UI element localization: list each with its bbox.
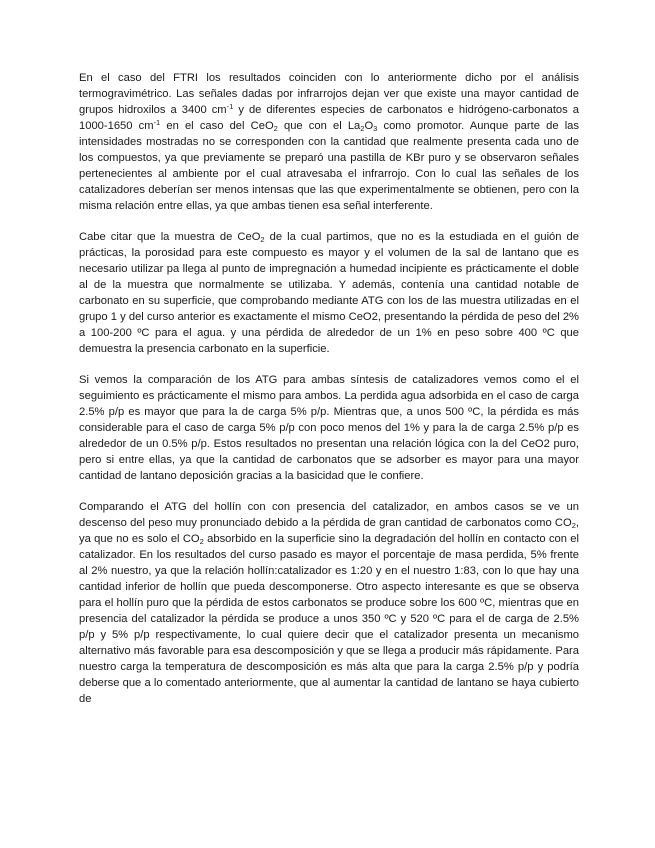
text-segment: Si vemos la comparación de los ATG para ambas síntesis de catalizadores vemos como el el seguimiento es prácticamente el mismo para ambos. La perdida agua adsorbida en el caso de carga 2.5% p/p es mayor que para la de carga 5% p/p. Mientras que, a unos 500 ºC, la pérdida es más considerable para el caso de carga 5% p/p con poco menos del 1% y para la de carga 2.5% p/p es alrededor de un 0.5% p/p. Estos resultados no presentan una relación lógica con la del CeO2 puro, pero si entre ellas, ya que la cantidad de carbonatos que se adsorber es mayor para una mayor cantidad de lantano deposición gracias a la basicidad que le confiere. [79, 374, 579, 482]
text-segment: , ya que no es solo el CO [79, 517, 579, 545]
subscript: 3 [373, 124, 378, 133]
text-segment: Comparando el ATG del hollín con con presencia del catalizador, en ambos casos se ve un descenso del peso muy pronunciado debido a la pérdida de gran cantidad de carbonatos como CO [79, 501, 579, 529]
text-segment: y de diferentes especies de carbonatos e hidrógeno-carbonatos a 1000-1650 cm [79, 104, 579, 132]
text-segment: O [364, 120, 374, 132]
superscript: -1 [226, 102, 234, 111]
text-segment: en el caso del CeO [160, 120, 274, 132]
subscript: 2 [360, 124, 365, 133]
document-body [79, 70, 579, 722]
subscript: 2 [571, 521, 576, 530]
text-segment: como promotor. Aunque parte de las intensidades mostradas no se corresponden con la cantidad que realmente presenta cada uno de los compuestos, ya que previamente se preparó una pastilla de KBr puro y se observaron señales pertenecientes al ambiente por el cual atravesaba el infrarrojo. Con lo cual las señales de los catalizadores deberían ser menos intensas que las que experimentalmente se obtienen, pero con la misma relación entre ellas, ya que ambas tienen esa señal interferente. [79, 120, 579, 212]
paragraph-4 [79, 499, 579, 707]
subscript: 2 [273, 124, 278, 133]
superscript: -1 [153, 118, 161, 127]
subscript: 2 [199, 537, 204, 546]
text-segment: En el caso del FTRI los resultados coinciden con lo anteriormente dicho por el análisis termogravimétrico. Las señales dadas por infrarrojos dejan ver que existe una mayor cantidad de grupos hidroxilos a 3400 cm [79, 72, 579, 116]
paragraph-2 [79, 229, 579, 357]
text-segment: que con el La [277, 120, 361, 132]
subscript: 2 [260, 235, 265, 244]
text-segment: de la cual partimos, que no es la estudiada en el guión de prácticas, la porosidad para este compuesto es mayor y el volumen de la sal de lantano que es necesario utilizar pa llega al punto de impregnación a humedad incipiente es prácticamente el doble al de la muestra que normalmente se utilizaba. Y además, contenía una cantidad notable de carbonato en su superficie, que comprobando mediante ATG con los de las muestra utilizadas en el grupo 1 y del curso anterior es exactamente el mismo CeO2, presentando la pérdida de peso del 2% a 100-200 ºC para el agua. y una pérdida de alrededor de un 1% en peso sobre 400 ºC que demuestra la presencia carbonato en la superficie. [79, 231, 579, 355]
paragraph-1 [79, 70, 579, 214]
paragraph-3 [79, 372, 579, 484]
text-segment: absorbido en la superficie sino la degradación del hollín en contacto con el catalizador. En los resultados del curso pasado es mayor el porcentaje de masa perdida, 5% frente al 2% nuestro, ya que la relación hollín:catalizador es 1:20 y en el nuestro 1:83, con lo que hay una cantidad inferior de hollín que pueda descomponerse. Otro aspecto interesante es que se observa para el hollín puro que la pérdida de estos carbonatos se produce sobre los 600 ºC, mientras que en presencia del catalizador la pérdida se produce a unos 350 ºC y 520 ºC para el de carga de 2.5% p/p y 5% p/p respectivamente, lo cual quiere decir que el catalizador presenta un mecanismo alternativo más favorable para esa descomposición y que se llega a producir más rápidamente. Para nuestro carga la temperatura de descomposición es más alta que para la carga 2.5% p/p y podría deberse que a lo comentado anteriormente, que al aumentar la cantidad de lantano se haya cubierto de [79, 533, 580, 705]
text-segment: Cabe citar que la muestra de CeO [79, 231, 261, 243]
